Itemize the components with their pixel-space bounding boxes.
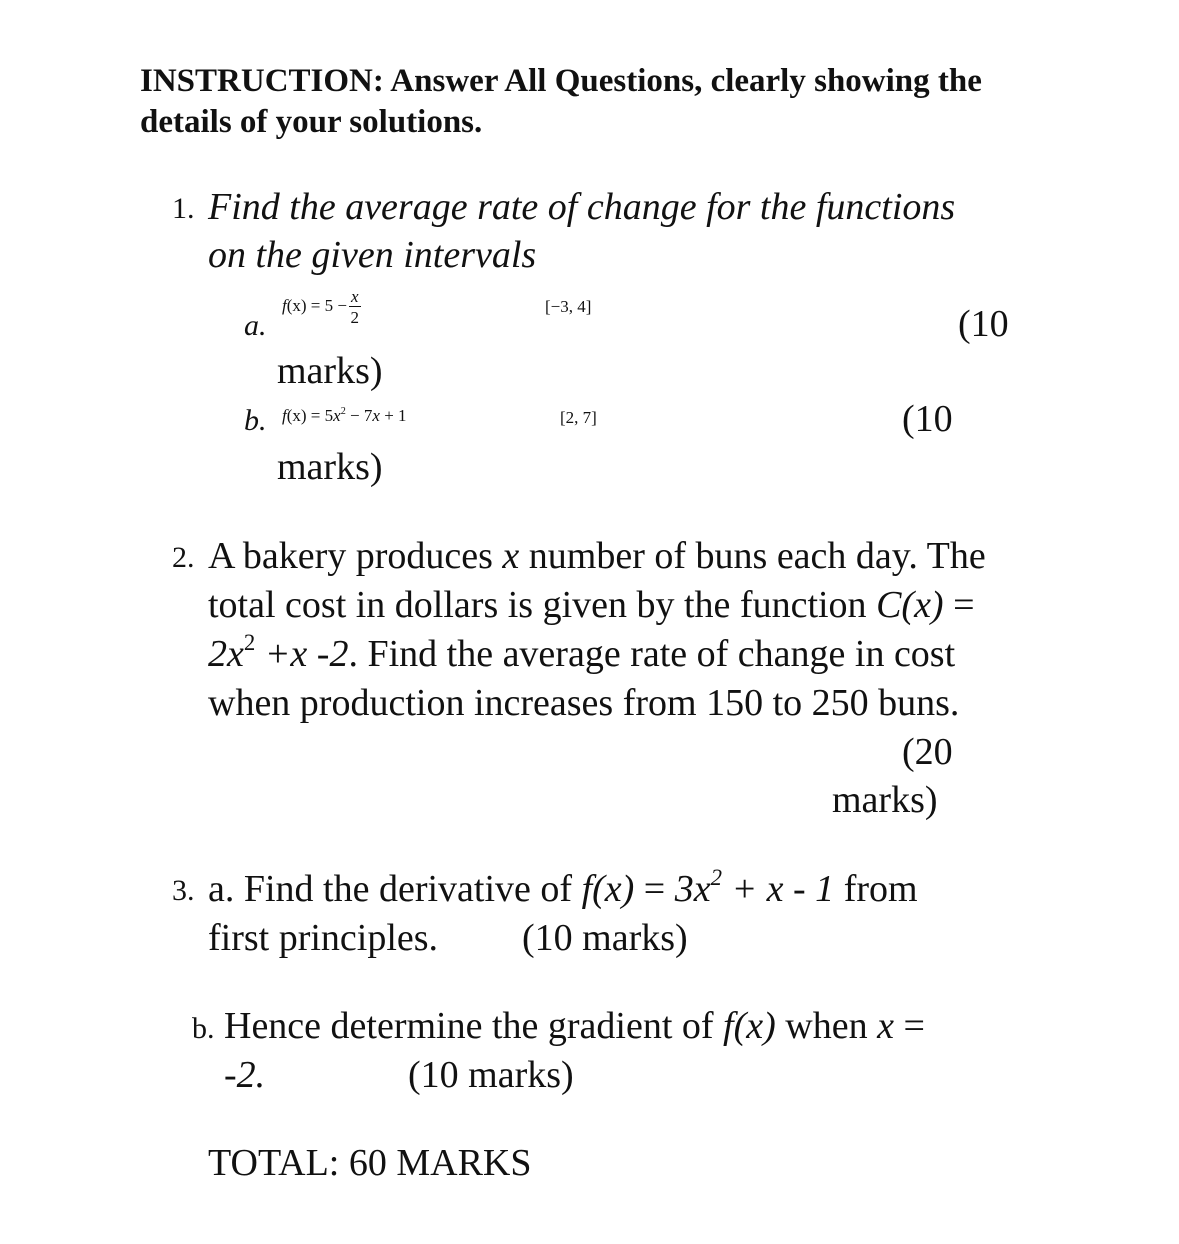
question-3a-line-1: a. Find the derivative of $f(x) = 3x^2 + x - 1$ from: [208, 865, 918, 910]
question-1a-function: f(x) = 5 − $\frac{x}{2}$: [282, 287, 359, 327]
question-1-line-1: Find the average rate of change for the functions: [208, 186, 956, 228]
question-2-line-3: $2x^2 +x$ -2. Find the average rate of change in cost: [208, 630, 956, 675]
question-1b-function: $f(x) = 5x^2 - 7x + 1$: [282, 405, 407, 425]
question-2-line-1: A bakery produces x number of buns each day. The: [208, 535, 986, 577]
instruction-line-2: details of your solutions.: [140, 104, 483, 140]
question-1b-marks-close: marks): [277, 446, 383, 488]
instruction-label: INSTRUCTION: [140, 63, 373, 99]
total-marks: TOTAL: 60 MARKS: [208, 1142, 532, 1184]
question-1a-interval: [−3, 4]: [545, 297, 592, 316]
question-1-number: 1.: [172, 192, 195, 225]
question-2-number: 2.: [172, 541, 195, 574]
question-1b-marks-open: (10: [902, 398, 953, 440]
question-1a-marks-open: (10: [958, 303, 1009, 345]
question-3b-line-1: b. Hence determine the gradient of f(x) when x =: [192, 1005, 925, 1047]
question-3b-value: -2.: [224, 1054, 266, 1096]
question-3-number: 3.: [172, 874, 195, 907]
question-3b-marks: (10 marks): [408, 1054, 574, 1096]
question-2-marks-open: (20: [902, 731, 953, 773]
question-1b-interval: [2, 7]: [560, 408, 597, 427]
fraction-x-over-2: $\frac{x}{2}$: [350, 287, 359, 327]
question-1b-label: b.: [244, 404, 267, 437]
question-1a-marks-close: marks): [277, 350, 383, 392]
question-2-line-4: when production increases from 150 to 250 buns.: [208, 682, 960, 724]
question-2-marks-close: marks): [832, 779, 938, 821]
question-3a-marks: (10 marks): [522, 917, 688, 959]
question-2-line-2: total cost in dollars is given by the function C(x) =: [208, 584, 975, 626]
question-3a-line-2: first principles.: [208, 917, 439, 959]
question-1-line-2: on the given intervals: [208, 234, 537, 276]
question-1a-label: a.: [244, 309, 267, 342]
instruction-line-1: INSTRUCTION: Answer All Questions, clearly showing the: [140, 63, 982, 99]
